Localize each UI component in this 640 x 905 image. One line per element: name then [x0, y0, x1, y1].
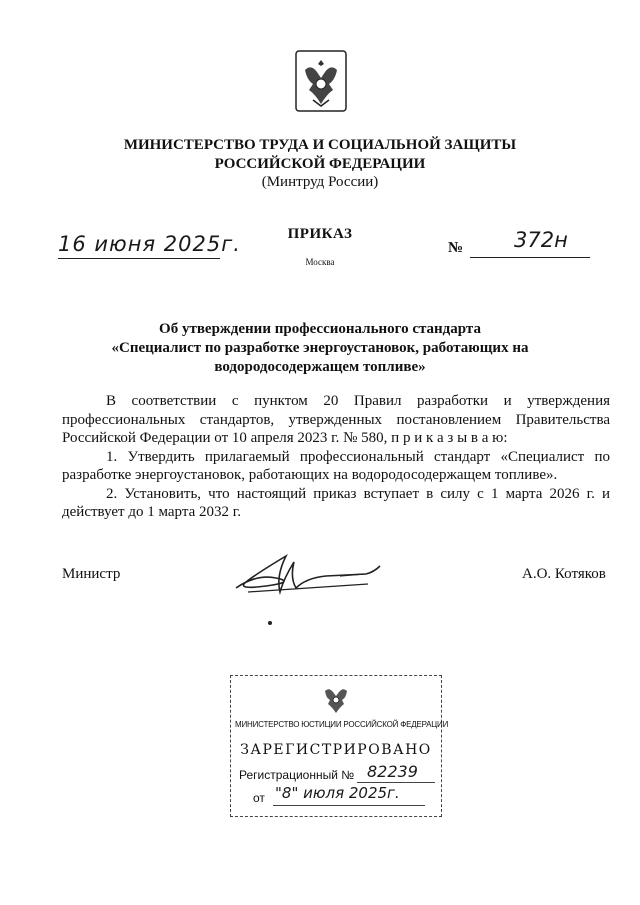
stamp-date-prefix: от	[253, 791, 265, 805]
stamp-date: "8" июля 2025г.	[275, 784, 400, 802]
registration-stamp	[230, 675, 449, 817]
coat-of-arms-icon	[295, 50, 347, 112]
order-number-sign: №	[448, 240, 464, 256]
order-body	[62, 392, 610, 522]
order-title: ПРИКАЗ	[287, 226, 353, 242]
stamp-ministry: МИНИСТЕРСТВО ЮСТИЦИИ РОССИЙСКОЙ ФЕДЕРАЦИИ	[235, 720, 449, 729]
signatory-role: Министр	[62, 566, 121, 582]
stamp-reg-underline	[357, 782, 435, 783]
order-date: 16 июня 2025г.	[58, 232, 241, 256]
order-number: 372н	[514, 228, 568, 252]
body-paragraph-1: В соответствии с пунктом 20 Правил разработки и утверждения профессиональных стандартов, утвержденных постановлением Правительства Российской Федерации от 10 апреля 2023 г. № 580, п р и к а з ы в а ю:	[62, 393, 610, 446]
body-paragraph-2: 1. Утвердить прилагаемый профессиональный стандарт «Специалист по разработке энергоустановок, работающих на водородосодержащем топливе».	[62, 448, 610, 483]
order-city: Москва	[305, 257, 335, 267]
stamp-emblem-icon	[321, 681, 351, 717]
ministry-short-name: (Минтруд России)	[261, 174, 379, 190]
subject-line1: Об утверждении профессионального стандарта	[159, 321, 481, 337]
ministry-name-line1: МИНИСТЕРСТВО ТРУДА И СОЦИАЛЬНОЙ ЗАЩИТЫ	[123, 137, 517, 153]
signatory-name: А.О. Котяков	[522, 566, 606, 582]
minister-signature-icon	[228, 550, 428, 600]
stamp-registered: ЗАРЕГИСТРИРОВАНО	[240, 742, 432, 758]
subject-line2: «Специалист по разработке энергоустановок, работающих на	[111, 340, 529, 356]
ministry-name-line2: РОССИЙСКОЙ ФЕДЕРАЦИИ	[214, 156, 426, 172]
stamp-date-underline	[273, 805, 425, 806]
stamp-reg-label: Регистрационный №	[239, 768, 355, 782]
body-paragraph-3: 2. Установить, что настоящий приказ вступает в силу с 1 марта 2026 г. и действует до 1 марта 2032 г.	[62, 485, 610, 520]
dot-mark	[268, 621, 272, 625]
stamp-reg-number: 82239	[367, 762, 418, 781]
order-number-underline	[470, 257, 590, 258]
subject-line3: водородосодержащем топливе»	[214, 359, 426, 375]
